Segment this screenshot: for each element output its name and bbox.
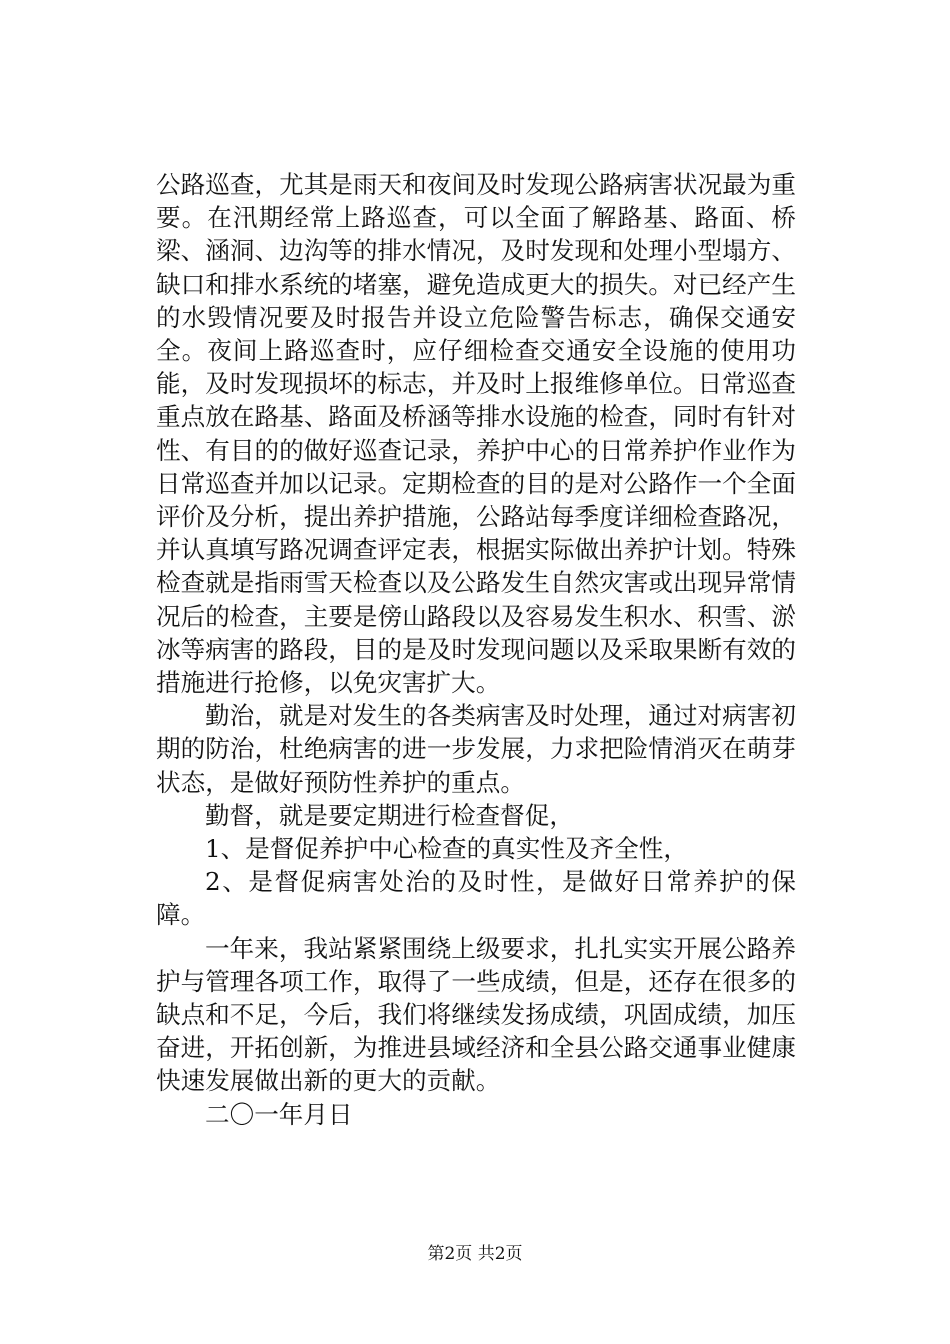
list-item-1: 1、是督促养护中心检查的真实性及齐全性，: [205, 834, 688, 864]
paragraph-patrol: 公路巡查，尤其是雨天和夜间及时发现公路病害状况最为重要。在汛期经常上路巡查，可以全面了解路基、路面、桥梁、涵洞、边沟等的排水情况，及时发现和处理小型塌方、缺口和排水系统的堵塞，避免造成更大的损失。对已经产生的水毁情况要及时报告并设立危险警告标志，确保交通安全。夜间上路巡查时，应仔细检查交通安全设施的使用功能，及时发现损坏的标志，并及时上报维修单位。日常巡查重点放在路基、路面及桥涵等排水设施的检查，同时有针对性、有目的的做好巡查记录，养护中心的日常养护作业作为日常巡查并加以记录。定期检查的目的是对公路作一个全面评价及分析，提出养护措施，公路站每季度详细检查路况，并认真填写路况调查评定表，根据实际做出养护计划。特殊检查就是指雨雪天检查以及公路发生自然灾害或出现异常情况后的检查，主要是傍山路段以及容易发生积水、积雪、淤冰等病害的路段，目的是及时发现问题以及采取果断有效的措施进行抢修，以免灾害扩大。: [156, 170, 796, 698]
list-item-2: 2、是督促病害处治的及时性，是做好日常养护的保障。: [156, 867, 796, 930]
date-line: 二〇一年月日: [205, 1099, 353, 1129]
paragraph-repair: 勤治，就是对发生的各类病害及时处理，通过对病害初期的防治，杜绝病害的进一步发展，力求把险情消灭在萌芽状态，是做好预防性养护的重点。: [156, 701, 796, 797]
paragraph-supervise: 勤督，就是要定期进行检查督促，: [205, 800, 574, 830]
document-body: [156, 168, 796, 1131]
page-footer: 第2页 共2页: [427, 1244, 523, 1264]
paragraph-summary: 一年来，我站紧紧围绕上级要求，扎扎实实开展公路养护与管理各项工作，取得了一些成绩，但是，还存在很多的缺点和不足，今后，我们将继续发扬成绩，巩固成绩，加压奋进，开拓创新，为推进县域经济和全县公路交通事业健康快速发展做出新的更大的贡献。: [156, 933, 796, 1096]
